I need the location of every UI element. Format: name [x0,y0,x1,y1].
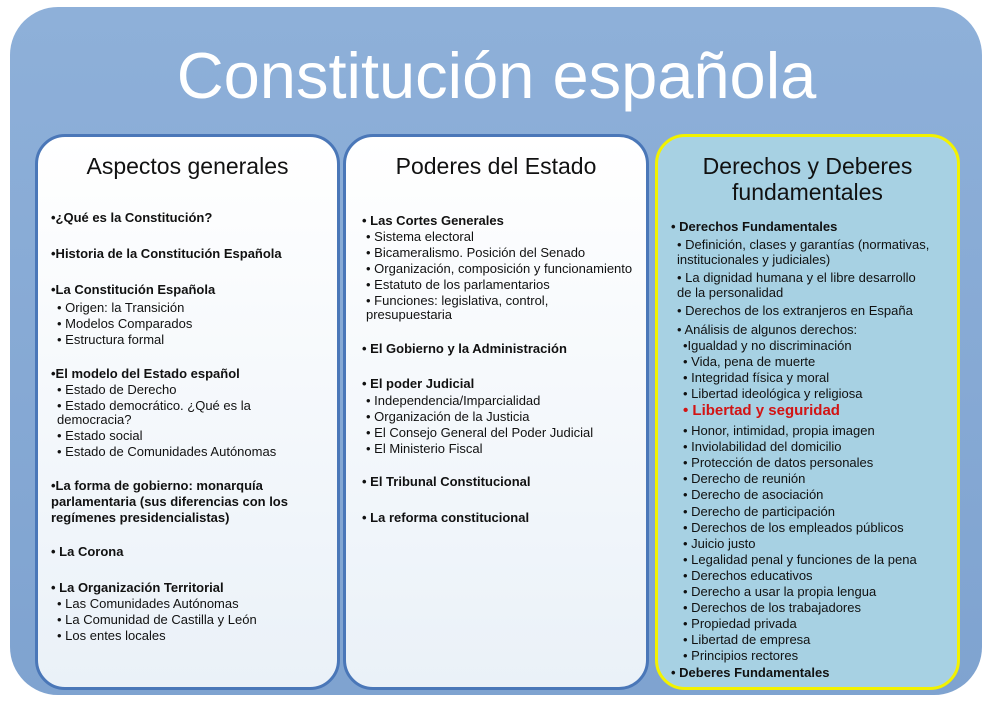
panel-title-line2: fundamentales [732,179,883,205]
list-item: • Derecho a usar la propia lengua [683,584,877,599]
panel-title: Poderes del Estado [395,153,597,179]
list-item: • La Organización Territorial [51,580,224,595]
list-item: • El Gobierno y la Administración [362,341,567,356]
panel-title: Aspectos generales [86,153,289,179]
list-item: • Derecho de participación [683,504,835,519]
list-item: • Estado social [57,428,143,443]
list-item: • Organización, composición y funcionamiento [366,261,633,276]
list-item: •Historia de la Constitución Española [51,246,282,261]
list-item: • La Corona [51,544,124,559]
list-item: • Derechos Fundamentales [671,219,838,234]
list-item-highlighted: • Libertad y seguridad [683,402,840,419]
list-item: • Estado de Comunidades Autónomas [57,444,277,459]
list-item: • Integridad física y moral [683,370,830,385]
list-item: • Organización de la Justicia [366,409,530,424]
list-item: • Protección de datos personales [683,455,874,470]
list-item: • Definición, clases y garantías (normativas, [677,237,930,252]
list-item: • Derecho de reunión [683,471,806,486]
list-item: • El poder Judicial [362,376,475,391]
list-item: • Modelos Comparados [57,316,193,331]
list-item: • Libertad ideológica y religiosa [683,386,863,401]
list-item: • Las Cortes Generales [362,213,504,228]
list-item: • El Consejo General del Poder Judicial [366,425,594,440]
list-item: • Derechos educativos [683,568,813,583]
list-item: • Legalidad penal y funciones de la pena [683,552,917,567]
list-item: democracia? [57,412,132,427]
list-item: • Derechos de los trabajadores [683,600,861,615]
list-item: regímenes presidencialistas) [51,510,230,525]
list-item: parlamentaria (sus diferencias con los [51,494,288,509]
panel-poderes-del-estado [343,134,649,690]
panel-title-line1: Derechos y Deberes [702,153,913,179]
list-item: • Estado democrático. ¿Qué es la [57,398,251,413]
list-item: • Derechos de los extranjeros en España [677,303,913,318]
panel-aspectos-generales [35,134,340,690]
list-item: de la personalidad [677,285,784,300]
list-item: • Inviolabilidad del domicilio [683,439,842,454]
list-item: • Sistema electoral [366,229,474,244]
list-item: • Los entes locales [57,628,166,643]
list-item: • Vida, pena de muerte [683,354,816,369]
list-item: • El Ministerio Fiscal [366,441,483,456]
list-item: institucionales y judiciales) [677,252,831,267]
list-item: •¿Qué es la Constitución? [51,210,213,225]
list-item: • Funciones: legislativa, control, [366,293,549,308]
list-item: • Bicameralismo. Posición del Senado [366,245,586,260]
list-item: • Juicio justo [683,536,756,551]
list-item: •La forma de gobierno: monarquía [51,478,263,493]
list-item: • Análisis de algunos derechos: [677,322,858,337]
diagram-title: Constitución española [176,39,817,112]
list-item: • Independencia/Imparcialidad [366,393,541,408]
list-item: •Igualdad y no discriminación [683,338,852,353]
list-item: • Honor, intimidad, propia imagen [683,423,875,438]
list-item: •La Constitución Española [51,282,216,297]
list-item: • El Tribunal Constitucional [362,474,531,489]
list-item: • La Comunidad de Castilla y León [57,612,257,627]
list-item: • Estatuto de los parlamentarios [366,277,550,292]
list-item: • Estructura formal [57,332,165,347]
list-item: • Propiedad privada [683,616,797,631]
list-item: • Estado de Derecho [57,382,177,397]
list-item: • Deberes Fundamentales [671,665,830,680]
list-item: • Principios rectores [683,648,799,663]
panel-derechos-deberes [655,134,960,690]
list-item: • La reforma constitucional [362,510,530,525]
list-item: • Derechos de los empleados públicos [683,520,904,535]
list-item: • Derecho de asociación [683,487,824,502]
list-item: presupuestaria [366,307,452,322]
list-item: • La dignidad humana y el libre desarrollo [677,270,916,285]
list-item: • Las Comunidades Autónomas [57,596,239,611]
list-item: • Libertad de empresa [683,632,811,647]
list-item: •El modelo del Estado español [51,366,240,381]
list-item: • Origen: la Transición [57,300,185,315]
